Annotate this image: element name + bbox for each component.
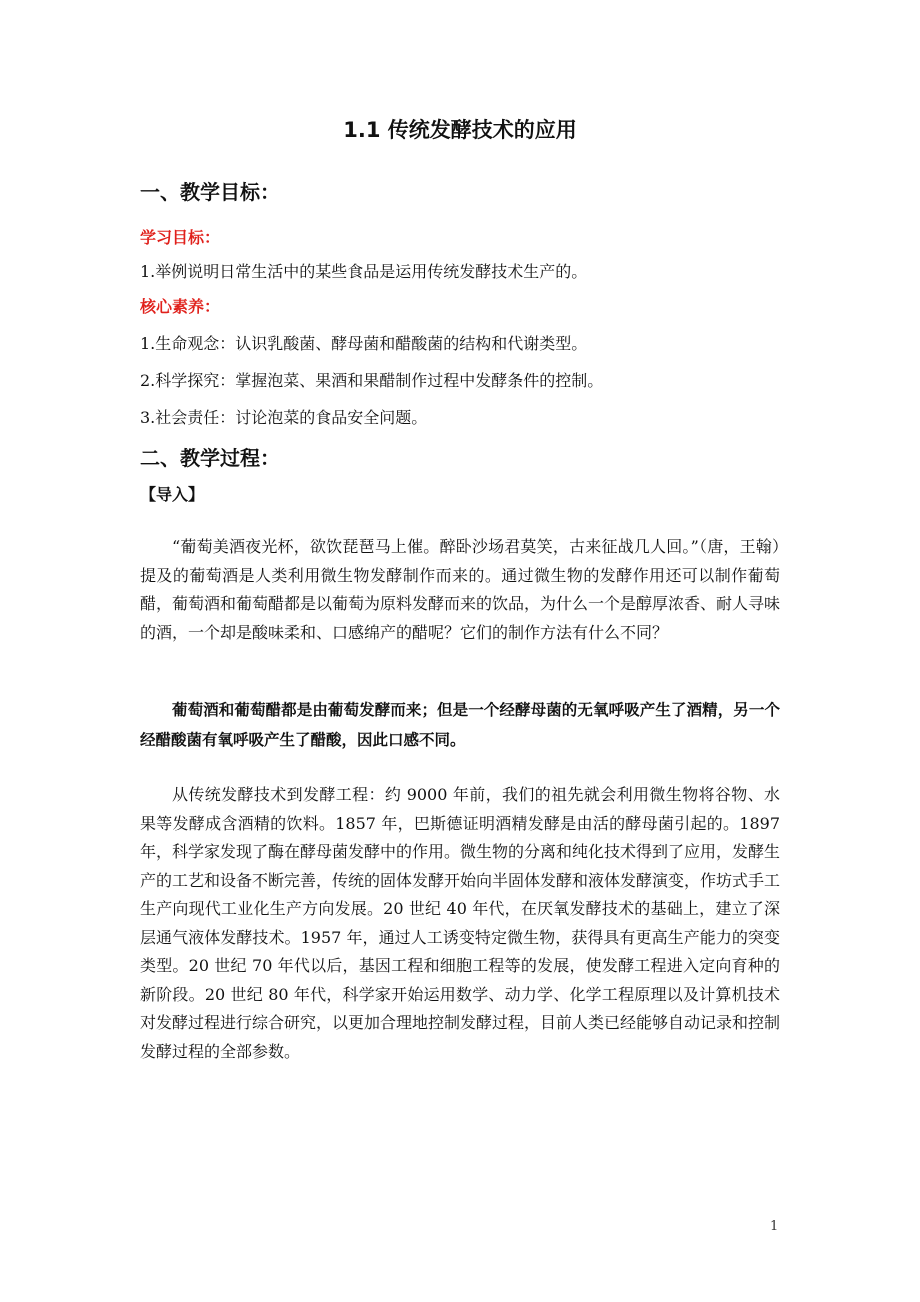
core-literacy-label: 核心素养： xyxy=(140,297,221,316)
intro-paragraph: “葡萄美酒夜光杯，欲饮琵琶马上催。醉卧沙场君莫笑，古来征战几人回。”（唐，王翰）提及的葡萄酒是人类利用微生物发酵制作而来的。通过微生物的发酵作用还可以制作葡萄醋，葡萄酒和葡萄醋都是以葡萄为原料发酵而来的饮品，为什么一个是醇厚浓香、耐人寻味的酒，一个却是酸味柔和、口感绵产的醋呢？它们的制作方法有什么不同？ xyxy=(140,537,781,642)
page-title: 1.1 传统发酵技术的应用 xyxy=(343,118,577,142)
page-number: 1 xyxy=(770,1219,779,1234)
answer-paragraph: 葡萄酒和葡萄醋都是由葡萄发酵而来；但是一个经酵母菌的无氧呼吸产生了酒精，另一个经醋酸菌有氧呼吸产生了醋酸，因此口感不同。 xyxy=(140,701,780,749)
history-paragraph: 从传统发酵技术到发酵工程：约 9000 年前，我们的祖先就会利用微生物将谷物、水果等发酵成含酒精的饮料。1857 年，巴斯德证明酒精发酵是由活的酵母菌引起的。1897 年，科学家发现了酶在酵母菌发酵中的作用。微生物的分离和纯化技术得到了应用，发酵生产的工艺和设备不断完善，传统的固体发酵开始向半固体发酵和液体发酵演变，作坊式手工生产向现代工业化生产方向发展。20 世纪 40 年代，在厌氧发酵技术的基础上，建立了深层通气液体发酵技术。1957 年，通过人工诱变特定微生物，获得具有更高生产能力的突变类型。20 世纪 70 年代以后，基因工程和细胞工程等的发展，使发酵工程进入定向育种的新阶段。20 世纪 80 年代，科学家开始运用数学、动力学、化学工程原理以及计算机技术对发酵过程进行综合研究，以更加合理地控制发酵过程，目前人类已经能够自动记录和控制发酵过程的全部参数。 xyxy=(140,785,781,1061)
section-heading-objectives: 一、教学目标： xyxy=(140,180,280,204)
core-item-2: 2.科学探究：掌握泡菜、果酒和果醋制作过程中发酵条件的控制。 xyxy=(140,371,604,390)
section-heading-process: 二、教学过程： xyxy=(140,446,280,470)
learning-goal-label: 学习目标： xyxy=(140,228,221,247)
core-item-3: 3.社会责任：讨论泡菜的食品安全问题。 xyxy=(140,408,428,427)
learning-goal-text: 1.举例说明日常生活中的某些食品是运用传统发酵技术生产的。 xyxy=(140,262,588,281)
intro-tag: 【导入】 xyxy=(140,485,205,504)
core-item-1: 1.生命观念：认识乳酸菌、酵母菌和醋酸菌的结构和代谢类型。 xyxy=(140,334,588,353)
